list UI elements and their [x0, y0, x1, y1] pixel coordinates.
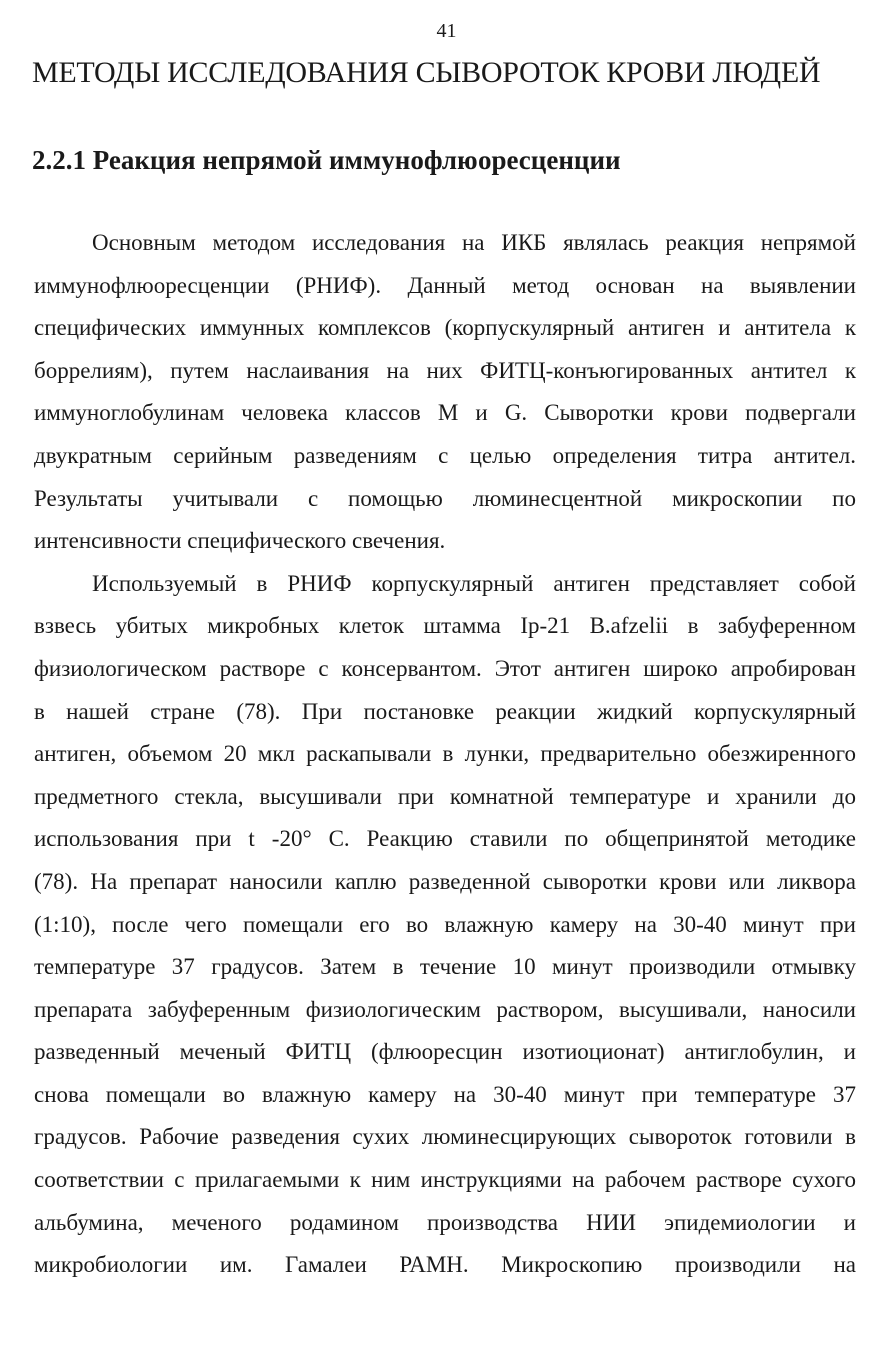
text-line: иммунофлюоресценции (РНИФ). Данный метод основан на выявлении [34, 272, 856, 298]
text-line: иммуноглобулинам человека классов M и G. Сыворотки крови подвергали [34, 400, 856, 426]
body-text [34, 222, 856, 1287]
text-line: температуре 37 градусов. Затем в течение 10 минут производили отмывку [34, 954, 856, 980]
text-line: Используемый в РНИФ корпускулярный антиген представляет собой [92, 570, 856, 596]
text-line: использования при t -20° C. Реакцию ставили по общепринятой методике [34, 826, 856, 852]
text-line: градусов. Рабочие разведения сухих люминесцирующих сывороток готовили в [34, 1124, 856, 1150]
text-line: (78). На препарат наносили каплю разведенной сыворотки крови или ликвора [34, 868, 856, 894]
text-line: альбумина, меченого родамином производства НИИ эпидемиологии и [34, 1209, 856, 1235]
text-line: интенсивности специфического свечения. [34, 528, 446, 554]
section-title: 2.2.1 Реакция непрямой иммунофлюоресценции [32, 145, 621, 175]
text-line: взвесь убитых микробных клеток штамма Ip-21 B.afzelii в забуференном [34, 613, 856, 639]
paragraph-2 [34, 563, 856, 1287]
text-line: Результаты учитывали с помощью люминесцентной микроскопии по [34, 485, 856, 511]
paragraph-1 [34, 222, 856, 563]
text-line: предметного стекла, высушивали при комнатной температуре и хранили до [34, 783, 856, 809]
text-line: микробиологии им. Гамалеи РАМН. Микроскопию производили на [34, 1252, 856, 1278]
text-line: соответствии с прилагаемыми к ним инструкциями на рабочем растворе сухого [34, 1167, 856, 1193]
text-line: (1:10), после чего помещали его во влажную камеру на 30-40 минут при [34, 911, 856, 937]
text-line: препарата забуференным физиологическим раствором, высушивали, наносили [34, 996, 856, 1022]
chapter-title: МЕТОДЫ ИССЛЕДОВАНИЯ СЫВОРОТОК КРОВИ ЛЮДЕЙ [32, 56, 821, 89]
text-line: в нашей стране (78). При постановке реакции жидкий корпускулярный [34, 698, 856, 724]
text-line: антиген, объемом 20 мкл раскапывали в лунки, предварительно обезжиренного [34, 741, 856, 767]
text-line: Основным методом исследования на ИКБ являлась реакция непрямой [92, 230, 856, 255]
text-line: двукратным серийным разведениям с целью определения титра антител. [34, 442, 856, 468]
text-line: снова помещали во влажную камеру на 30-40 минут при температуре 37 [34, 1081, 856, 1107]
text-line: физиологическом растворе с консервантом. Этот антиген широко апробирован [34, 655, 856, 681]
text-line: специфических иммунных комплексов (корпускулярный антиген и антитела к [34, 315, 856, 341]
text-line: боррелиям), путем наслаивания на них ФИТЦ-конъюгированных антител к [34, 357, 856, 383]
page-number: 41 [436, 20, 457, 42]
text-line: разведенный меченый ФИТЦ (флюоресцин изотиоционат) антиглобулин, и [34, 1039, 856, 1065]
